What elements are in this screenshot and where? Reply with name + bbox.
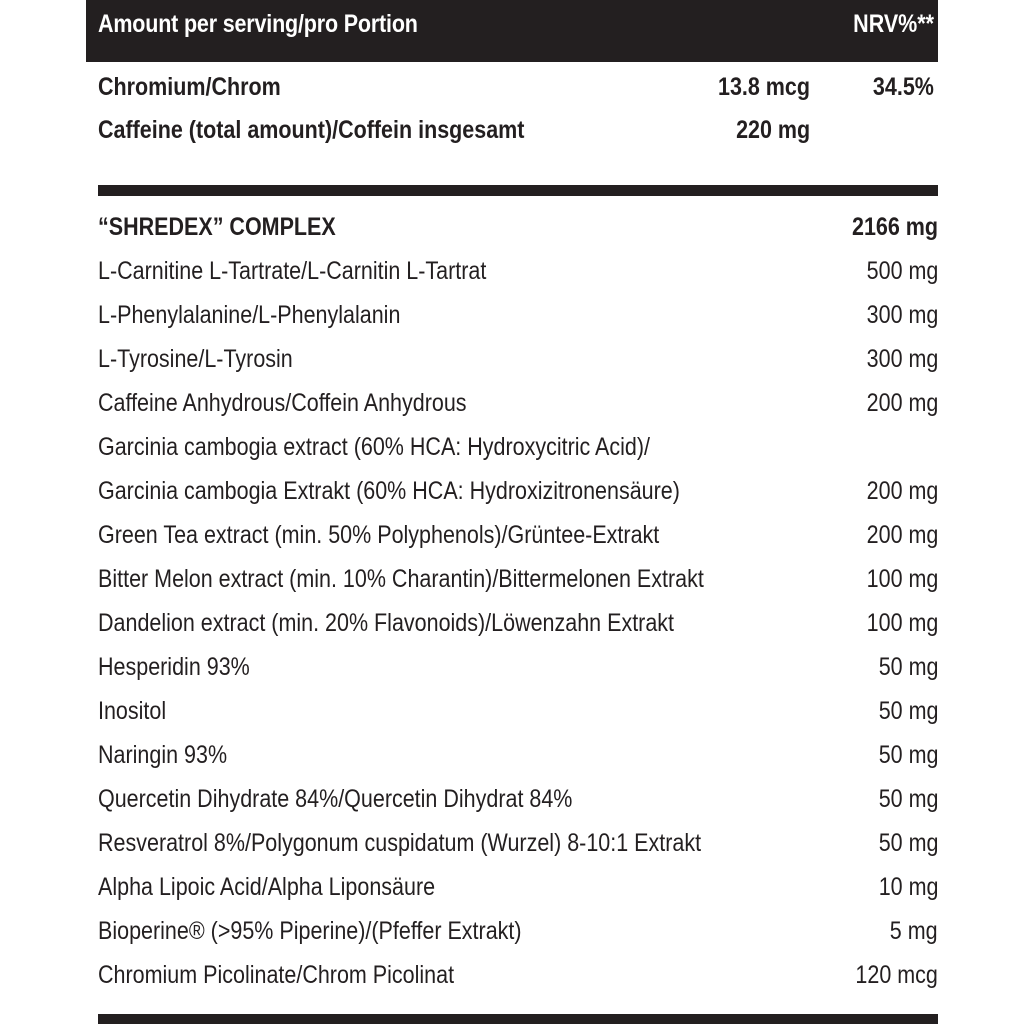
section-divider bbox=[98, 185, 938, 196]
table-row bbox=[98, 604, 938, 642]
ingredient-name: L-Tyrosine/L-Tyrosin bbox=[98, 345, 293, 373]
ingredient-amount: 5 mg bbox=[890, 917, 938, 945]
ingredient-name: Alpha Lipoic Acid/Alpha Liponsäure bbox=[98, 873, 436, 901]
ingredient-name: Bioperine® (>95% Piperine)/(Pfeffer Extrakt) bbox=[98, 917, 522, 945]
table-row bbox=[98, 384, 938, 422]
ingredient-name: Green Tea extract (min. 50% Polyphenols)/Grüntee-Extrakt bbox=[98, 521, 660, 549]
ingredient-amount: 50 mg bbox=[878, 785, 938, 813]
ingredient-amount: 300 mg bbox=[866, 301, 938, 329]
ingredient-amount: 200 mg bbox=[866, 389, 938, 417]
ingredient-amount: 120 mcg bbox=[855, 961, 938, 989]
table-row bbox=[98, 340, 938, 378]
ingredient-name: Hesperidin 93% bbox=[98, 653, 250, 681]
table-header-bar bbox=[86, 0, 938, 62]
table-row bbox=[98, 111, 938, 149]
ingredient-amount: 200 mg bbox=[866, 477, 938, 505]
table-row bbox=[98, 868, 938, 906]
ingredient-amount: 50 mg bbox=[878, 741, 938, 769]
ingredient-name: Naringin 93% bbox=[98, 741, 228, 769]
table-row bbox=[98, 736, 938, 774]
table-row bbox=[98, 252, 938, 290]
complex-row bbox=[98, 208, 938, 246]
ingredient-name: Garcinia cambogia Extrakt (60% HCA: Hydroxizitronensäure) bbox=[98, 477, 680, 505]
table-row bbox=[98, 780, 938, 818]
table-row bbox=[98, 912, 938, 950]
ingredient-name: Dandelion extract (min. 20% Flavonoids)/Löwenzahn Extrakt bbox=[98, 609, 675, 637]
ingredient-name: Inositol bbox=[98, 697, 167, 725]
table-row bbox=[98, 692, 938, 730]
bottom-divider bbox=[98, 1014, 938, 1024]
ingredient-amount: 200 mg bbox=[866, 521, 938, 549]
table-row bbox=[98, 296, 938, 334]
header-amount-per-serving: Amount per serving/pro Portion bbox=[98, 10, 418, 38]
ingredient-name: Quercetin Dihydrate 84%/Quercetin Dihydrat 84% bbox=[98, 785, 573, 813]
table-row bbox=[98, 560, 938, 598]
ingredient-name: Caffeine (total amount)/Coffein insgesamt bbox=[98, 116, 525, 144]
complex-name: “SHREDEX” COMPLEX bbox=[98, 213, 336, 241]
ingredient-name: Chromium Picolinate/Chrom Picolinat bbox=[98, 961, 455, 989]
ingredient-name: L-Carnitine L-Tartrate/L-Carnitin L-Tartrat bbox=[98, 257, 487, 285]
ingredient-amount: 13.8 mcg bbox=[717, 73, 810, 101]
ingredient-amount: 50 mg bbox=[878, 653, 938, 681]
table-row bbox=[98, 428, 938, 466]
ingredient-name: L-Phenylalanine/L-Phenylalanin bbox=[98, 301, 401, 329]
header-nrv: NRV%** bbox=[853, 10, 934, 38]
table-row bbox=[98, 824, 938, 862]
ingredient-amount: 220 mg bbox=[735, 116, 810, 144]
table-row bbox=[98, 648, 938, 686]
ingredient-amount: 100 mg bbox=[866, 609, 938, 637]
ingredient-amount: 300 mg bbox=[866, 345, 938, 373]
ingredient-amount: 100 mg bbox=[866, 565, 938, 593]
ingredient-nrv: 34.5% bbox=[873, 73, 934, 101]
ingredient-amount: 50 mg bbox=[878, 697, 938, 725]
table-row bbox=[98, 956, 938, 994]
table-row bbox=[98, 516, 938, 554]
ingredient-name: Chromium/Chrom bbox=[98, 73, 281, 101]
ingredient-amount: 10 mg bbox=[878, 873, 938, 901]
table-row bbox=[98, 472, 938, 510]
complex-amount: 2166 mg bbox=[851, 213, 938, 241]
ingredient-name: Caffeine Anhydrous/Coffein Anhydrous bbox=[98, 389, 467, 417]
ingredient-name: Resveratrol 8%/Polygonum cuspidatum (Wurzel) 8-10:1 Extrakt bbox=[98, 829, 702, 857]
ingredient-name: Bitter Melon extract (min. 10% Charantin)/Bittermelonen Extrakt bbox=[98, 565, 704, 593]
ingredient-amount: 50 mg bbox=[878, 829, 938, 857]
table-row bbox=[98, 68, 938, 106]
ingredient-amount: 500 mg bbox=[866, 257, 938, 285]
ingredient-name: Garcinia cambogia extract (60% HCA: Hydroxycitric Acid)/ bbox=[98, 433, 651, 461]
